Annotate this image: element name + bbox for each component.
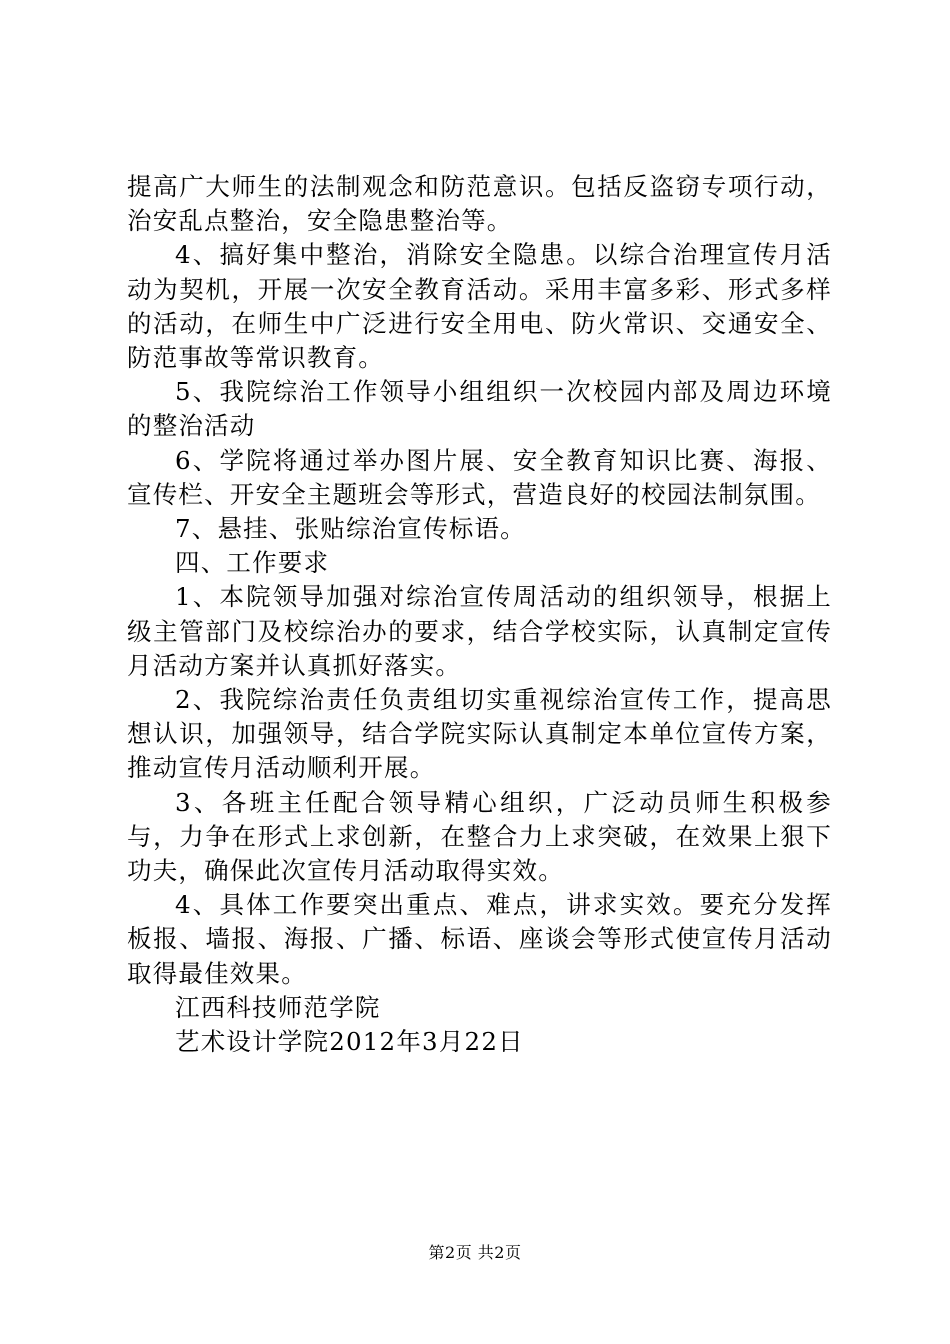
page-number-footer: 第2页 共2页 <box>428 1243 522 1262</box>
requirement-item-4: 4、具体工作要突出重点、难点，讲求实效。要充分发挥板报、墙报、海报、广播、标语、座谈会等形式使宣传月活动取得最佳效果。 <box>127 890 832 988</box>
signature-institution: 江西科技师范学院 <box>175 992 381 1022</box>
paragraph-item-4: 4、搞好集中整治，消除安全隐患。以综合治理宣传月活动为契机，开展一次安全教育活动。采用丰富多彩、形式多样的活动，在师生中广泛进行安全用电、防火常识、交通安全、防范事故等常识教育。 <box>127 240 832 373</box>
paragraph-item-7: 7、悬挂、张贴综治宣传标语。 <box>175 514 526 544</box>
paragraph-continuation: 提高广大师生的法制观念和防范意识。包括反盗窃专项行动，治安乱点整治，安全隐患整治等。 <box>127 172 832 236</box>
requirement-item-3: 3、各班主任配合领导精心组织，广泛动员师生积极参与，力争在形式上求创新，在整合力上求突破，在效果上狠下功夫，确保此次宣传月活动取得实效。 <box>127 787 832 886</box>
requirement-item-2: 2、我院综治责任负责组切实重视综治宣传工作，提高思想认识，加强领导，结合学院实际认真制定本单位宣传方案，推动宣传月活动顺利开展。 <box>127 685 832 783</box>
requirement-item-1: 1、本院领导加强对综治宣传周活动的组织领导，根据上级主管部门及校综治办的要求，结合学校实际，认真制定宣传月活动方案并认真抓好落实。 <box>127 582 832 680</box>
signature-department-date: 艺术设计学院2012年3月22日 <box>175 1027 524 1057</box>
paragraph-item-6: 6、学院将通过举办图片展、安全教育知识比赛、海报、宣传栏、开安全主题班会等形式，营造良好的校园法制氛围。 <box>127 445 832 509</box>
document-body <box>127 170 832 1059</box>
section-heading-work-requirements: 四、工作要求 <box>175 548 330 578</box>
paragraph-item-5: 5、我院综治工作领导小组组织一次校园内部及周边环境的整治活动 <box>127 377 832 441</box>
